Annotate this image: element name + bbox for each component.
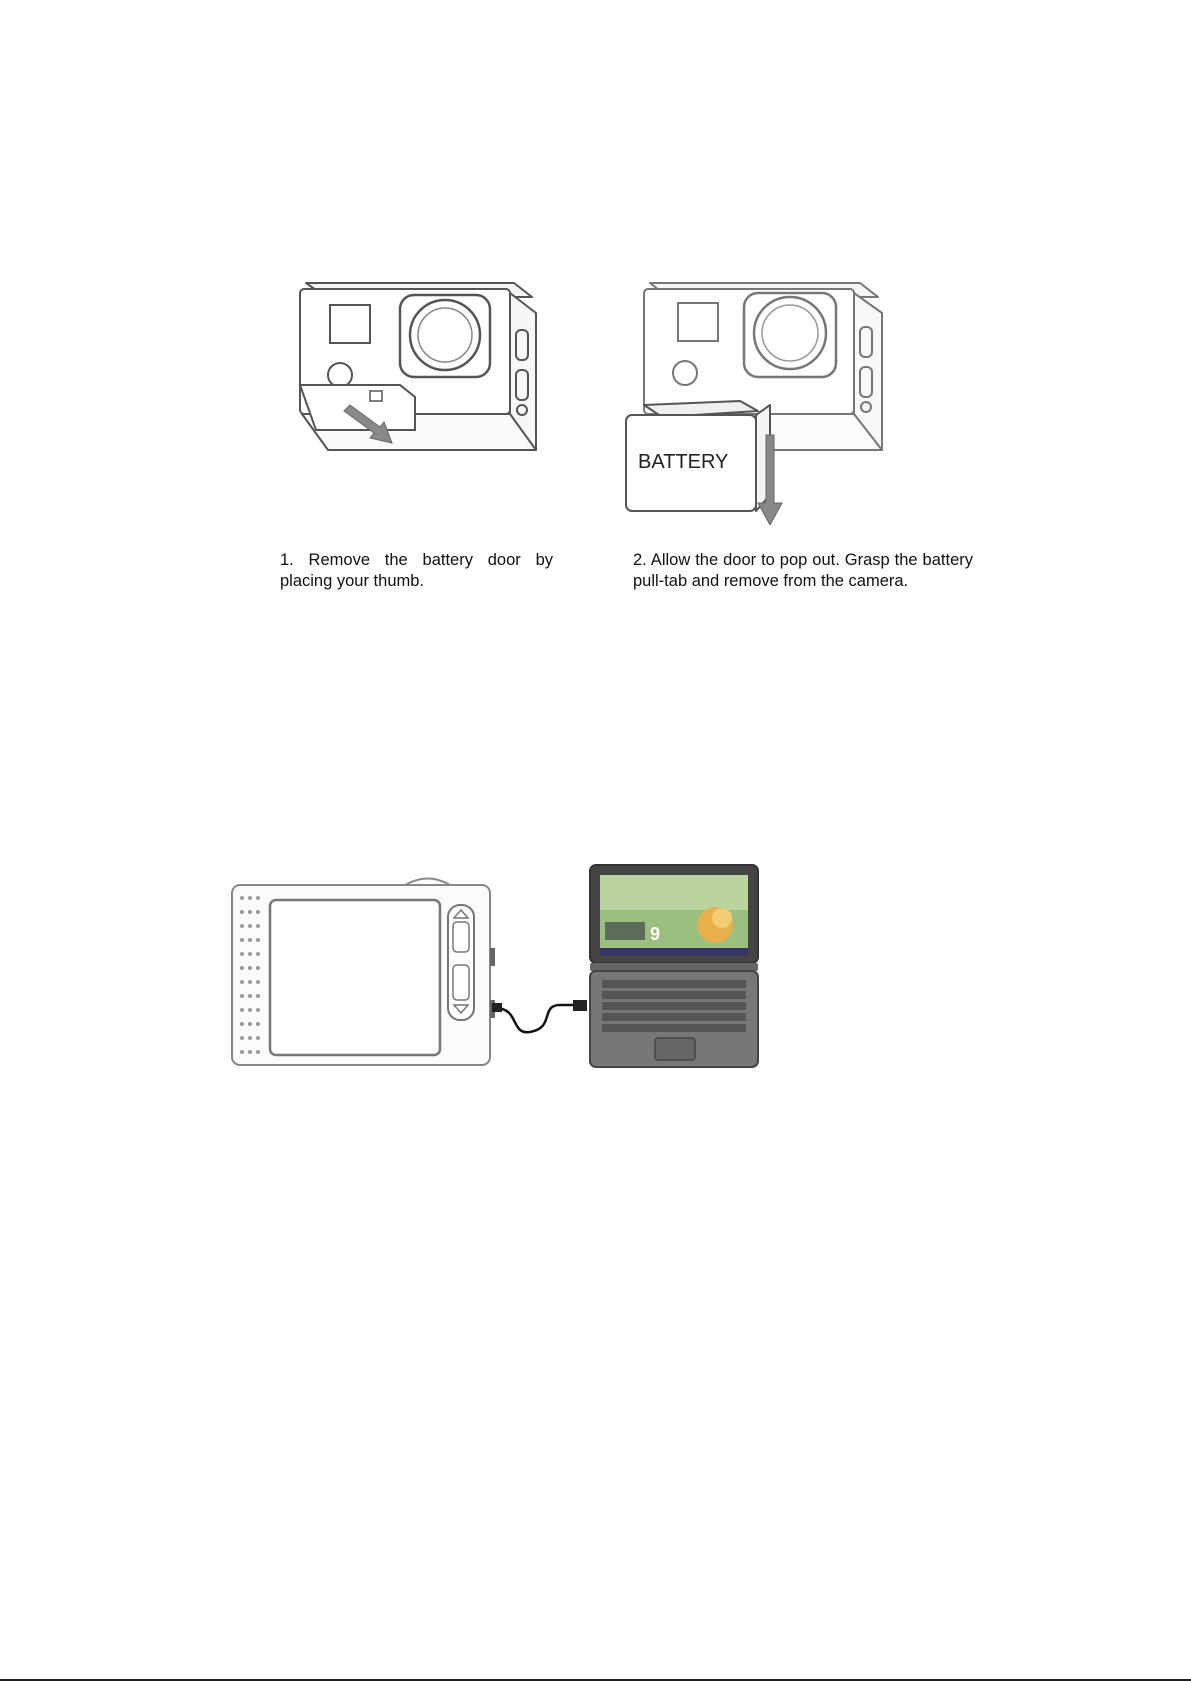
battery-door-illustration [270,255,570,500]
battery-label: BATTERY [638,451,729,473]
page-border-line [0,1679,1191,1681]
usb-connection-illustration [230,860,780,1070]
laptop-clock: 9 [650,924,661,944]
battery-removal-illustration [620,255,950,525]
step-1-caption: 1. Remove the battery door by placing your thumb. [280,551,553,590]
step-2-caption: 2. Allow the door to pop out. Grasp the battery pull-tab and remove from the camera. [633,551,973,590]
